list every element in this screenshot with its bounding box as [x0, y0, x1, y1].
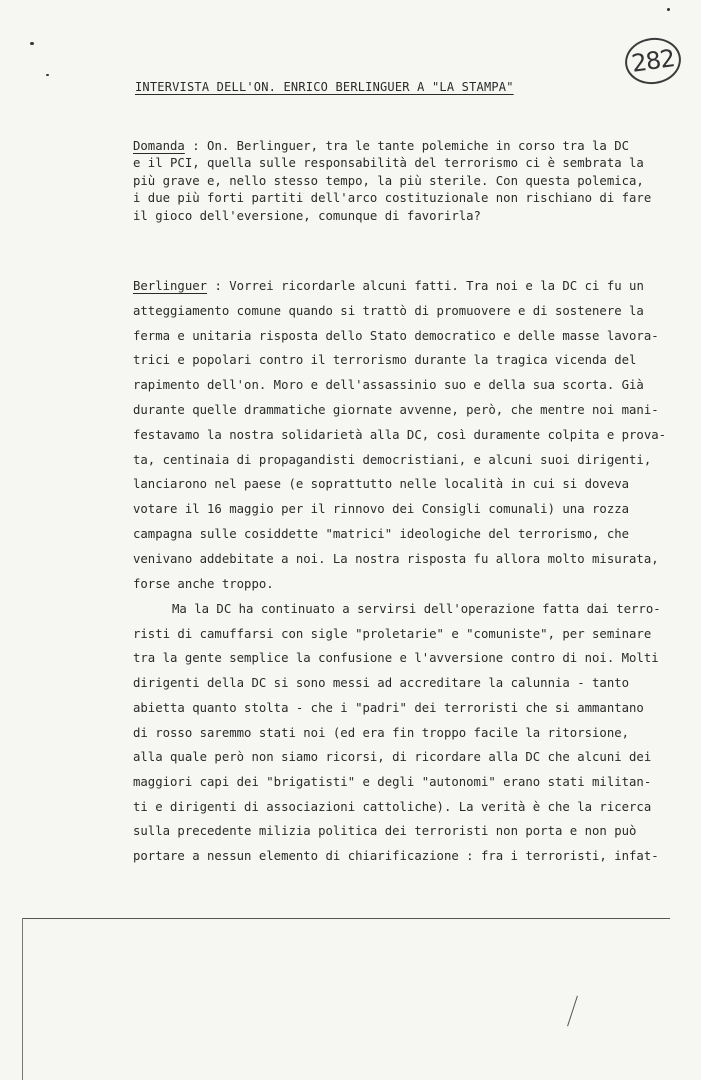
answer-paragraph-1: [133, 274, 667, 596]
text-line: e il PCI, quella sulle responsabilità del terrorismo ci è sembrata la: [133, 156, 644, 171]
question-block: [133, 138, 653, 225]
text-line: maggiori capi dei "brigatisti" e degli "autonomi" erano stati militan-: [133, 774, 652, 789]
text-line: venivano addebitate a noi. La nostra risposta fu allora molto misurata,: [133, 551, 659, 566]
text-line: atteggiamento comune quando si trattò di promuovere e di sostenere la: [133, 303, 644, 318]
text-line: il gioco dell'eversione, comunque di favorirla?: [133, 208, 481, 223]
scan-border-line: [22, 918, 670, 919]
ink-speck: [30, 42, 34, 45]
scan-border-edge: [22, 918, 23, 1080]
text-line: ti e dirigenti di associazioni cattoliche). La verità è che la ricerca: [133, 799, 652, 814]
text-line: abietta quanto stolta - che i "padri" dei terroristi che si ammantano: [133, 700, 644, 715]
text-line: sulla precedente milizia politica dei terroristi non porta e non può: [133, 824, 637, 839]
speaker-label-answer: Berlinguer: [133, 279, 208, 293]
answer-first-line: [133, 274, 653, 299]
ink-speck: [46, 74, 49, 76]
ink-speck: [667, 8, 670, 11]
speaker-label-question: Domanda: [133, 139, 185, 153]
text-line: risti di camuffarsi con sigle "proletarie" e "comuniste", per seminare: [133, 626, 652, 641]
pen-mark: [567, 996, 578, 1027]
answer-paragraph-2: [133, 597, 661, 869]
text-line: Ma la DC ha continuato a servirsi dell'operazione fatta dai terro-: [172, 602, 661, 616]
text-line: dirigenti della DC si sono messi ad accreditare la calunnia - tanto: [133, 676, 630, 691]
question-first-line: [133, 138, 653, 155]
text-line: tra la gente semplice la confusione e l'avversione contro di noi. Molti: [133, 651, 659, 666]
text-line: rapimento dell'on. Moro e dell'assassinio suo e della sua scorta. Già: [133, 378, 644, 393]
text-line: portare a nessun elemento di chiarificazione : fra i terroristi, infat-: [133, 849, 659, 864]
text-line: trici e popolari contro il terrorismo durante la tragica vicenda del: [133, 353, 637, 368]
text-line: festavamo la nostra solidarietà alla DC, così duramente colpita e prova-: [133, 427, 667, 442]
text-line: più grave e, nello stesso tempo, la più sterile. Con questa polemica,: [133, 173, 644, 188]
text-line: durante quelle drammatiche giornate avvenne, però, che mentre noi mani-: [133, 402, 659, 417]
text-line: forse anche troppo.: [133, 576, 274, 591]
text-line: lanciarono nel paese (e soprattutto nelle località in cui si doveva: [133, 477, 630, 492]
text-line: votare il 16 maggio per il rinnovo dei Consigli comunali) una rozza: [133, 502, 630, 517]
text-line: campagna sulle cosiddette "matrici" ideologiche del terrorismo, che: [133, 526, 630, 541]
text-line: ta, centinaia di propagandisti democristiani, e alcuni suoi dirigenti,: [133, 452, 652, 467]
text-line: di rosso saremmo stati noi (ed era fin troppo facile la ritorsione,: [133, 725, 630, 740]
text-line: alla quale però non siamo ricorsi, di ricordare alla DC che alcuni dei: [133, 750, 652, 765]
text-line: i due più forti partiti dell'arco costituzionale non rischiano di fare: [133, 191, 652, 206]
page-number-stamp: 282: [622, 34, 684, 87]
text-line: : On. Berlinguer, tra le tante polemiche in corso tra la DC: [184, 139, 630, 153]
text-line: : Vorrei ricordarle alcuni fatti. Tra noi e la DC ci fu un: [207, 279, 644, 293]
text-line: ferma e unitaria risposta dello Stato democratico e delle masse lavora-: [133, 328, 659, 343]
document-title: INTERVISTA DELL'ON. ENRICO BERLINGUER A "LA STAMPA": [135, 80, 514, 94]
